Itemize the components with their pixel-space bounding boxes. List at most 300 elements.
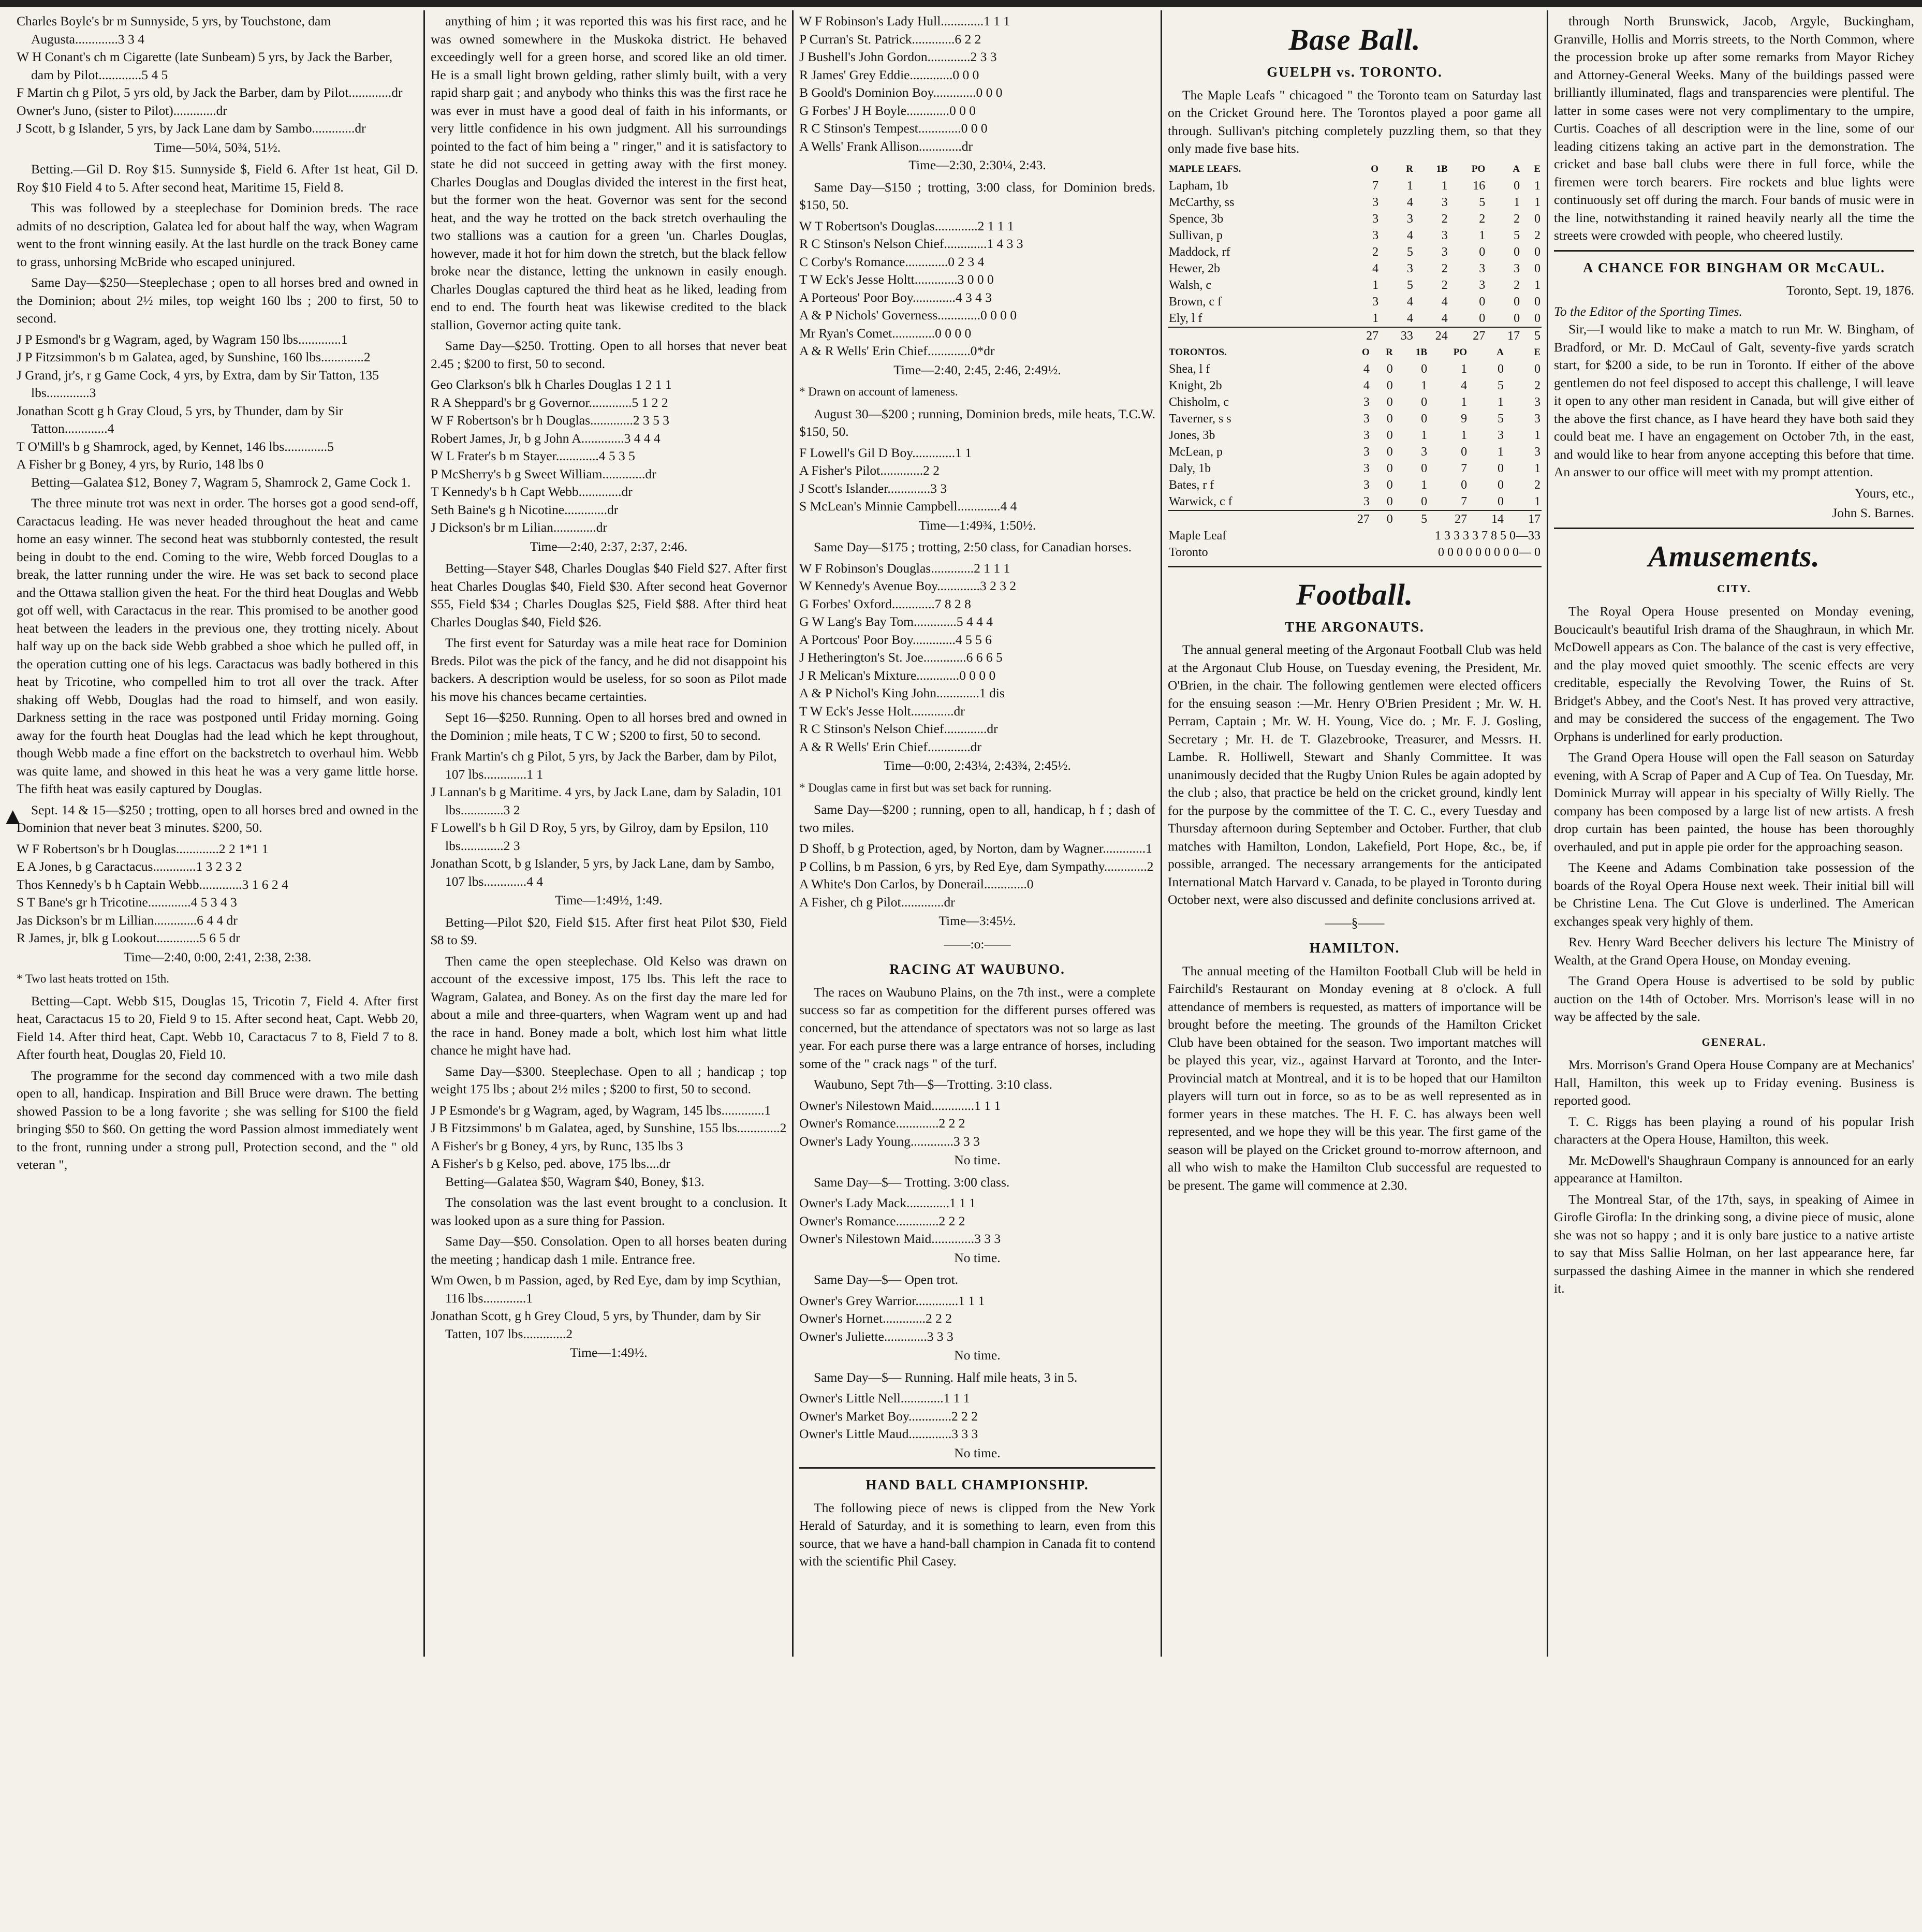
stat-cell: 1 bbox=[1534, 461, 1540, 475]
entry-list bbox=[431, 748, 787, 890]
race-conditions: Same Day—$— Running. Half mile heats, 3 in 5. bbox=[814, 1369, 1078, 1385]
race-entry: Owner's Market Boy.............2 2 2 bbox=[799, 1408, 978, 1424]
race-entry: R James, jr, blk g Lookout.............5 6 5 dr bbox=[17, 930, 240, 945]
stat-cell: 1 bbox=[1534, 179, 1540, 193]
stat-cell: 4 bbox=[1406, 311, 1413, 325]
letter-signature: John S. Barnes. bbox=[1832, 505, 1914, 520]
entry-list bbox=[799, 1389, 1155, 1443]
stat-cell: 1 bbox=[1421, 478, 1428, 492]
stat-cell: 0 bbox=[1534, 261, 1540, 275]
stat-cell: 5 bbox=[1406, 278, 1413, 292]
total-cell: 27 bbox=[1345, 327, 1380, 344]
race-conditions: Waubuno, Sept 7th—$—Trotting. 3:10 class. bbox=[814, 1077, 1052, 1092]
total-cell: 17 bbox=[1486, 327, 1521, 344]
stat-cell: 0 bbox=[1498, 461, 1504, 475]
entry-list bbox=[431, 1102, 787, 1173]
entry-list bbox=[799, 1097, 1155, 1151]
total-cell: 24 bbox=[1414, 327, 1449, 344]
race-entry: S T Bane's gr h Tricotine.............4 5 3 4 3 bbox=[17, 895, 237, 910]
article-paragraph: Rev. Henry Ward Beecher delivers his lecture The Ministry of Wealth, at the Grand Opera House, on Monday evening. bbox=[1554, 934, 1914, 968]
race-conditions: Same Day—$250. Trotting. Open to all horses that never beat 2.45 ; $200 to first, 50 to second. bbox=[431, 338, 787, 371]
stat-cell: 0 bbox=[1386, 378, 1393, 392]
section-heading-football: Football. bbox=[1296, 577, 1414, 611]
race-conditions: Same Day—$250—Steeplechase ; open to all horses bred and owned in the Dominion; about 2½ miles, top weight 160 lbs ; 200 to first, 50 to second. bbox=[17, 275, 418, 326]
total-cell: 27 bbox=[1334, 510, 1371, 528]
stat-cell: 1 bbox=[1534, 278, 1540, 292]
article-paragraph: The three minute trot was next in order. The horses got a good send-off, Caractacus leading. He was never headed throughout the heat and came home an easy winner. The second heat was stubbornly contested, the result being in doubt to the end. Coming to the wire, Webb forced Douglas to a break, the latter running under the wire. He was set back to second place and the Ottawa stallion given the heat. For the third heat Douglas and Webb got off well, with Caractacus in the rear. This promised to be another good heat between the leaders in the previous one, they trotting nicely. About half way up on the back side Webb grabbed a shoe which he pulled off, in the operation cutting one of his legs. Caractacus was badly bothered in this heat by Tricotine, who compelled him to trot all over the track. After shaking off Webb, Douglas had the road to himself, and won easily. Darkness setting in the race was postponed until Friday morning. Going away for the fourth heat Douglas had the lead which he kept throughout, though Webb made a fine effort on the backstretch to overhaul him. Webb was quite lame, and showed in this heat he was a very game little horse. The fifth heat was easily captured by Douglas. bbox=[17, 495, 418, 796]
total-cell: 27 bbox=[1428, 510, 1468, 528]
stat-cell: 3 bbox=[1534, 445, 1540, 459]
stat-cell: 0 bbox=[1479, 295, 1486, 309]
race-entry: W F Robertson's br h Douglas.............2 2 1*1 1 bbox=[17, 841, 269, 856]
race-entry: Owner's Grey Warrior.............1 1 1 bbox=[799, 1293, 985, 1308]
race-entry: Geo Clarkson's blk h Charles Douglas 1 2 1 1 bbox=[431, 377, 672, 392]
stat-cell: 1 bbox=[1534, 428, 1540, 442]
stat-cell: 2 bbox=[1514, 212, 1520, 226]
race-entry: J Lannan's b g Maritime. 4 yrs, by Jack Lane, dam by Saladin, 101 lbs.............3 2 bbox=[431, 784, 783, 817]
race-entry: A Fisher br g Boney, 4 yrs, by Rurio, 148 lbs 0 bbox=[17, 457, 264, 472]
stat-cell: 5 bbox=[1514, 228, 1520, 242]
article-paragraph: The first event for Saturday was a mile heat race for Dominion Breds. Pilot was the pick of the fancy, and he did not disappoint his backers. A description would be useless, for so soon as Pilot made his move his chances became certainties. bbox=[431, 635, 787, 704]
race-entry: A & R Wells' Erin Chief.............dr bbox=[799, 739, 981, 754]
table-row bbox=[1168, 394, 1542, 411]
player-name: Walsh, c bbox=[1169, 278, 1212, 292]
race-entry: W T Robertson's Douglas.............2 1 1 1 bbox=[799, 218, 1014, 233]
race-entry: W F Robinson's Lady Hull.............1 1 1 bbox=[799, 13, 1010, 28]
player-name: Jones, 3b bbox=[1169, 428, 1215, 442]
section-heading-waubuno: RACING AT WAUBUNO. bbox=[889, 961, 1065, 977]
stat-cell: 0 bbox=[1534, 311, 1540, 325]
article-paragraph: The Maple Leafs " chicagoed " the Toronto team on Saturday last on the Cricket Ground here. The Torontos played a poor game all through. Sullivan's pitching completely puzzling them, so that they only made five base hits. bbox=[1168, 87, 1542, 156]
race-entry: P Curran's St. Patrick.............6 2 2 bbox=[799, 31, 981, 47]
race-entry: D Shoff, b g Protection, aged, by Norton, dam by Wagner.............1 bbox=[799, 841, 1152, 856]
stat-cell: 4 bbox=[1372, 261, 1379, 275]
stat-cell: 0 bbox=[1498, 494, 1504, 508]
stat-cell: 1 bbox=[1372, 311, 1379, 325]
player-name: McLean, p bbox=[1169, 445, 1223, 459]
stat-cell: 0 bbox=[1386, 445, 1393, 459]
race-entry: A & R Wells' Erin Chief.............0*dr bbox=[799, 343, 995, 358]
table-row bbox=[1168, 211, 1542, 227]
stat-cell: 0 bbox=[1421, 461, 1428, 475]
race-time: Time—1:49½, 1:49. bbox=[555, 892, 663, 908]
stat-cell: 0 bbox=[1421, 395, 1428, 409]
stat-cell: 3 bbox=[1372, 295, 1379, 309]
entry-list bbox=[799, 1292, 1155, 1346]
race-entry: R C Stinson's Nelson Chief.............dr bbox=[799, 721, 998, 736]
table-row bbox=[1168, 227, 1542, 244]
total-cell: 27 bbox=[1449, 327, 1487, 344]
article-paragraph: Mrs. Morrison's Grand Opera House Company are at Mechanics' Hall, Hamilton, this week up to Friday evening. Business is reported good. bbox=[1554, 1057, 1914, 1108]
stat-cell: 0 bbox=[1514, 295, 1520, 309]
stat-cell: 3 bbox=[1372, 228, 1379, 242]
table-row bbox=[1168, 493, 1542, 510]
table-header-row bbox=[1168, 344, 1542, 361]
player-name: Taverner, s s bbox=[1169, 412, 1231, 426]
stat-cell: 4 bbox=[1363, 362, 1370, 376]
player-name: Daly, 1b bbox=[1169, 461, 1211, 475]
total-label bbox=[1168, 327, 1345, 344]
stat-cell: 0 bbox=[1498, 478, 1504, 492]
race-entry: P Collins, b m Passion, 6 yrs, by Red Eye, dam Sympathy.............2 bbox=[799, 858, 1154, 874]
stat-cell: 4 bbox=[1406, 295, 1413, 309]
section-heading-handball: HAND BALL CHAMPIONSHIP. bbox=[865, 1477, 1089, 1492]
race-time: Time—2:40, 2:45, 2:46, 2:49½. bbox=[893, 362, 1061, 377]
article-paragraph: The Grand Opera House will open the Fall season on Saturday evening, with A Scrap of Paper and A Cup of Tea. On Tuesday, Mr. Dominick Murray will appear in his specialty of Willy Rielly. The company has been composed by a large list of new artists. A fresh drop curtain has been painted, the house has been thoroughly overhauled, and put in apple pie order for the approaching season. bbox=[1554, 750, 1914, 854]
stat-cell: 7 bbox=[1461, 461, 1468, 475]
player-name: Shea, l f bbox=[1169, 362, 1210, 376]
stat-cell: 3 bbox=[1372, 212, 1379, 226]
dateline: Toronto, Sept. 19, 1876. bbox=[1786, 283, 1914, 298]
stat-cell: 2 bbox=[1534, 378, 1540, 392]
race-entry: W H Conant's ch m Cigarette (late Sunbeam) 5 yrs, by Jack the Barber, dam by Pilot.............5 4 5 bbox=[17, 49, 393, 82]
article-heading-hamilton: HAMILTON. bbox=[1309, 940, 1400, 956]
race-entry: Owner's Lady Mack.............1 1 1 bbox=[799, 1195, 976, 1210]
race-entry: F Martin ch g Pilot, 5 yrs old, by Jack the Barber, dam by Pilot.............dr bbox=[17, 85, 403, 100]
section-heading-amusements: Amusements. bbox=[1648, 539, 1820, 573]
race-time: Time—2:40, 2:37, 2:37, 2:46. bbox=[530, 538, 688, 554]
stat-cell: 0 bbox=[1498, 362, 1504, 376]
column-base-ball-football bbox=[1162, 10, 1548, 1682]
section-separator: ——§—— bbox=[1325, 915, 1385, 930]
stat-cell: 3 bbox=[1498, 428, 1504, 442]
race-conditions: Same Day—$— Open trot. bbox=[814, 1272, 959, 1287]
stat-cell: 0 bbox=[1461, 478, 1468, 492]
table-header-cell: E bbox=[1534, 163, 1540, 174]
article-paragraph: The races on Waubuno Plains, on the 7th inst., were a complete success so far as competition for the different purses offered was concerned, but the attendance of spectators was not so large as last year. For each purse there was a large entrance of horses, including some of the " crack nags " of the turf. bbox=[799, 984, 1155, 1071]
stat-cell: 0 bbox=[1386, 395, 1393, 409]
stat-cell: 0 bbox=[1461, 445, 1468, 459]
race-entry: Robert James, Jr, b g John A.............3 4 4 4 bbox=[431, 430, 661, 446]
stat-cell: 1 bbox=[1461, 362, 1468, 376]
article-paragraph: The Montreal Star, of the 17th, says, in speaking of Aimee in Girofle Girofla: In the drinking song, a divine piece of music, alone she was not so happy ; and it is only bare justice to a native artiste to say that Miss Sallie Holman, on her last appearance here, far surpassed the dashing Aimee in the manner in which she rendered it. bbox=[1554, 1191, 1914, 1296]
letter-closing: Yours, etc., bbox=[1855, 485, 1914, 501]
race-entry: J Scott, b g Islander, 5 yrs, by Jack Lane dam by Sambo.............dr bbox=[17, 121, 366, 136]
stat-cell: 3 bbox=[1479, 261, 1486, 275]
box-score-maple-leafs bbox=[1168, 161, 1542, 344]
betting-paragraph: Betting—Stayer $48, Charles Douglas $40 Field $27. After first heat Charles Douglas $40, Field $30. After second heat Governor $55, Field $34 ; Charles Douglas $25, Field $88. After third heat Charles Douglas $40, Field $26. bbox=[431, 561, 787, 630]
race-entry: T W Eck's Jesse Holtt.............3 0 0 0 bbox=[799, 272, 994, 287]
total-cell: 33 bbox=[1380, 327, 1414, 344]
article-paragraph: The Royal Opera House presented on Monday evening, Boucicault's beautiful Irish drama of the Shaughraun, in which Mr. McDowell appears as Con. The balance of the cast is very effective, and the play moved quiet smoothly. The scenic effects are very creditable, especially the Revolving Tower, the Ruins of St. Bridget's Abbey, and the Coot's Nest. It has proved very attractive, and may be considered the success of the engagement. The Two Orphans is underlined for early production. bbox=[1554, 604, 1914, 744]
race-entry: W F Robinson's Douglas.............2 1 1 1 bbox=[799, 560, 1010, 576]
table-row bbox=[1168, 178, 1542, 194]
letter-body: Sir,—I would like to make a match to run Mr. W. Bingham, of Bradford, or Mr. D. McCaul of Galt, seventy-five yards scratch start, for $200 a side, to be run in Toronto. If either of the above gentlemen do not feel disposed to accept this challenge, I will leave it open to any other man resident in Canada, but will give either of the above the first chance, as I have heard they have both said they could beat me. I have an engagement on October 7th, in the east, and would like to hear from anyone accepting this before that time. An answer to our office will meet with my prompt attention. bbox=[1554, 321, 1914, 479]
race-entry: E A Jones, b g Caractacus.............1 3 2 3 2 bbox=[17, 859, 242, 874]
divider bbox=[1554, 250, 1914, 252]
stat-cell: 4 bbox=[1406, 228, 1413, 242]
stat-cell: 2 bbox=[1441, 261, 1448, 275]
race-entry: Seth Baine's g h Nicotine.............dr bbox=[431, 502, 619, 517]
race-entry: J Dickson's br m Lilian.............dr bbox=[431, 520, 608, 535]
race-entry: Owner's Juliette.............3 3 3 bbox=[799, 1328, 953, 1344]
race-entry: Owner's Little Nell.............1 1 1 bbox=[799, 1391, 970, 1406]
race-entry: Mr Ryan's Comet.............0 0 0 0 bbox=[799, 325, 972, 341]
stat-cell: 0 bbox=[1534, 362, 1540, 376]
race-entry: R A Sheppard's br g Governor.............5 1 2 2 bbox=[431, 394, 668, 410]
race-conditions: August 30—$200 ; running, Dominion breds, mile heats, T.C.W. $150, 50. bbox=[799, 406, 1155, 439]
entry-list bbox=[799, 217, 1155, 360]
betting-paragraph: Betting.—Gil D. Roy $15. Sunnyside $, Field 6. After 1st heat, Gil D. Roy $10 Field 4 to 5. After second heat, Maritime 15, Field 8. bbox=[17, 162, 418, 195]
race-entry: J B Fitzsimmons' b m Galatea, aged, by Sunshine, 155 lbs.............2 bbox=[431, 1120, 787, 1135]
entry-list bbox=[17, 12, 418, 138]
race-conditions: Same Day—$300. Steeplechase. Open to all ; handicap ; top weight 175 lbs ; about 2½ miles ; $200 to first, 50 to second. bbox=[431, 1063, 787, 1096]
table-header-cell: TORONTOS. bbox=[1169, 346, 1227, 358]
player-name: Hewer, 2b bbox=[1169, 261, 1220, 275]
race-entry: A Fisher's Pilot.............2 2 bbox=[799, 463, 940, 478]
player-name: Knight, 2b bbox=[1169, 378, 1222, 392]
stat-cell: 1 bbox=[1461, 428, 1468, 442]
race-entry: J P Esmonde's br g Wagram, aged, by Wagram, 145 lbs.............1 bbox=[431, 1102, 771, 1118]
entry-list bbox=[17, 840, 418, 947]
table-row bbox=[1168, 477, 1542, 493]
race-entry: A Fisher's br g Boney, 4 yrs, by Runc, 135 lbs 3 bbox=[431, 1138, 683, 1153]
player-name: Chisholm, c bbox=[1169, 395, 1229, 409]
divider bbox=[799, 1467, 1155, 1469]
race-entry: Jonathan Scott, b g Islander, 5 yrs, by Jack Lane, dam by Sambo, 107 lbs.............4 4 bbox=[431, 856, 774, 889]
table-header-cell: MAPLE LEAFS. bbox=[1169, 163, 1241, 174]
player-name: Spence, 3b bbox=[1169, 212, 1224, 226]
race-entry: Owner's Little Maud.............3 3 3 bbox=[799, 1426, 978, 1441]
divider bbox=[1554, 528, 1914, 529]
stat-cell: 16 bbox=[1473, 179, 1486, 193]
table-row bbox=[1168, 528, 1542, 544]
ink-blot-mark: ▲ bbox=[1, 803, 25, 829]
table-row bbox=[1168, 411, 1542, 427]
total-cell: 17 bbox=[1505, 510, 1542, 528]
race-entry: J Bushell's John Gordon.............2 3 3 bbox=[799, 49, 997, 64]
stat-cell: 0 bbox=[1514, 245, 1520, 259]
race-entry: W F Robertson's br h Douglas.............2 3 5 3 bbox=[431, 413, 669, 428]
race-entry: Owner's Hornet.............2 2 2 bbox=[799, 1311, 952, 1326]
stat-cell: 0 bbox=[1421, 362, 1428, 376]
entry-list bbox=[17, 331, 418, 474]
stat-cell: 2 bbox=[1441, 212, 1448, 226]
stat-cell: 0 bbox=[1421, 412, 1428, 426]
race-conditions: Sept. 14 & 15—$250 ; trotting, open to all horses bred and owned in the Dominion that never beat 3 minutes. $200, 50. bbox=[17, 802, 418, 835]
footnote: * Drawn on account of lameness. bbox=[799, 385, 958, 398]
box-score-torontos bbox=[1168, 344, 1542, 528]
stat-cell: 0 bbox=[1386, 412, 1393, 426]
stat-cell: 3 bbox=[1406, 261, 1413, 275]
race-time: No time. bbox=[954, 1445, 1001, 1460]
stat-cell: 1 bbox=[1441, 179, 1448, 193]
race-entry: Frank Martin's ch g Pilot, 5 yrs, by Jack the Barber, dam by Pilot, 107 lbs.............1 1 bbox=[431, 749, 777, 782]
table-header-cell: A bbox=[1496, 346, 1504, 358]
stat-cell: 0 bbox=[1386, 478, 1393, 492]
table-row bbox=[1168, 377, 1542, 394]
race-entry: R C Stinson's Tempest.............0 0 0 bbox=[799, 121, 988, 136]
total-cell: 0 bbox=[1371, 510, 1394, 528]
column-letters-amusements bbox=[1548, 10, 1920, 1682]
stat-cell: 7 bbox=[1461, 494, 1468, 508]
table-row bbox=[1168, 194, 1542, 211]
stat-cell: 0 bbox=[1514, 311, 1520, 325]
race-entry: J R Melican's Mixture.............0 0 0 0 bbox=[799, 667, 996, 683]
stat-cell: 4 bbox=[1461, 378, 1468, 392]
stat-cell: 1 bbox=[1498, 445, 1504, 459]
article-paragraph: The consolation was the last event brought to a conclusion. It was looked upon as a sure thing for Passion. bbox=[431, 1195, 787, 1228]
stat-cell: 4 bbox=[1441, 311, 1448, 325]
race-entry: Owner's Lady Young.............3 3 3 bbox=[799, 1133, 980, 1149]
table-row bbox=[1168, 310, 1542, 327]
innings-score: 0 0 0 0 0 0 0 0 0— 0 bbox=[1438, 545, 1540, 559]
betting-paragraph: Betting—Capt. Webb $15, Douglas 15, Tricotin 7, Field 4. After first heat, Caractacus 15 to 20, Field 9 to 15. After second heat, Capt. Webb 20, Field 14. After third heat, Capt. Webb 10, Caractacus 7 to 8, Field 7 to 8. After fourth heat, Douglas 20, Field 10. bbox=[17, 993, 418, 1062]
race-time: No time. bbox=[954, 1348, 1001, 1363]
race-entry: J Scott's Islander.............3 3 bbox=[799, 480, 947, 496]
stat-cell: 3 bbox=[1479, 278, 1486, 292]
player-name: McCarthy, ss bbox=[1169, 195, 1235, 209]
player-name: Sullivan, p bbox=[1169, 228, 1223, 242]
race-entry: Owner's Romance.............2 2 2 bbox=[799, 1213, 965, 1228]
article-paragraph: The Grand Opera House is advertised to be sold by public auction on the 14th of October. Mrs. Morrison's lease will in no way be affected by the sale. bbox=[1554, 973, 1914, 1024]
stat-cell: 2 bbox=[1479, 212, 1486, 226]
letter-salutation: To the Editor of the Sporting Times. bbox=[1554, 303, 1742, 319]
race-entry: A Porteous' Poor Boy.............4 3 4 3 bbox=[799, 289, 992, 305]
article-paragraph: The following piece of news is clipped from the New York Herald of Saturday, and it is something to learn, even from this source, that we have a hand-ball champion in Canada fit to contend with the scientific Phil Casey. bbox=[799, 1500, 1155, 1569]
betting-paragraph: Betting—Galatea $50, Wagram $40, Boney, $13. bbox=[445, 1174, 705, 1189]
entry-list bbox=[799, 840, 1155, 911]
player-name: Brown, c f bbox=[1169, 295, 1222, 309]
footnote: * Two last heats trotted on 15th. bbox=[17, 972, 170, 985]
betting-paragraph: Betting—Pilot $20, Field $15. After first heat Pilot $30, Field $8 to $9. bbox=[431, 914, 787, 947]
race-entry: A Wells' Frank Allison.............dr bbox=[799, 138, 973, 154]
race-entry: Owner's Nilestown Maid.............3 3 3 bbox=[799, 1231, 1001, 1246]
stat-cell: 5 bbox=[1479, 195, 1486, 209]
table-header-cell: O bbox=[1362, 346, 1370, 358]
stat-cell: 3 bbox=[1363, 494, 1370, 508]
stat-cell: 3 bbox=[1363, 428, 1370, 442]
race-entry: J Grand, jr's, r g Game Cock, 4 yrs, by Extra, dam by Sir Tatton, 135 lbs.............3 bbox=[17, 367, 379, 400]
player-name: Warwick, c f bbox=[1169, 494, 1233, 508]
race-entry: A & P Nichols' Governess.............0 0 0 0 bbox=[799, 308, 1017, 323]
race-entry: T O'Mill's b g Shamrock, aged, by Kennet, 146 lbs.............5 bbox=[17, 438, 334, 454]
article-heading-guelph-toronto: GUELPH vs. TORONTO. bbox=[1267, 64, 1443, 80]
race-entry: A Portcous' Poor Boy.............4 5 5 6 bbox=[799, 632, 992, 647]
table-header-cell: PO bbox=[1471, 163, 1486, 174]
stat-cell: 0 bbox=[1479, 245, 1486, 259]
race-entry: J Hetherington's St. Joe.............6 6 6 5 bbox=[799, 650, 1003, 665]
stat-cell: 4 bbox=[1441, 295, 1448, 309]
race-entry: G W Lang's Bay Tom.............5 4 4 4 bbox=[799, 614, 993, 629]
stat-cell: 0 bbox=[1479, 311, 1486, 325]
player-name: Lapham, 1b bbox=[1169, 179, 1228, 193]
stat-cell: 0 bbox=[1386, 428, 1393, 442]
race-entry: A Fisher, ch g Pilot.............dr bbox=[799, 894, 955, 910]
column-racing-results bbox=[10, 10, 424, 1682]
race-entry: Owner's Juno, (sister to Pilot).............dr bbox=[17, 103, 227, 118]
total-cell: 14 bbox=[1468, 510, 1505, 528]
stat-cell: 4 bbox=[1406, 195, 1413, 209]
stat-cell: 1 bbox=[1406, 179, 1413, 193]
divider bbox=[1168, 566, 1542, 567]
player-name: Ely, l f bbox=[1169, 311, 1202, 325]
stat-cell: 0 bbox=[1386, 494, 1393, 508]
stat-cell: 0 bbox=[1534, 245, 1540, 259]
total-label bbox=[1168, 510, 1334, 528]
race-entry: G Forbes' Oxford.............7 8 2 8 bbox=[799, 596, 971, 611]
race-entry: Thos Kennedy's b h Captain Webb.............3 1 6 2 4 bbox=[17, 876, 288, 892]
table-header-cell: O bbox=[1371, 163, 1379, 174]
entry-list bbox=[431, 1271, 787, 1343]
entry-list bbox=[799, 1194, 1155, 1248]
race-entry: W Kennedy's Avenue Boy.............3 2 3 2 bbox=[799, 578, 1017, 593]
stat-cell: 2 bbox=[1514, 278, 1520, 292]
stat-cell: 0 bbox=[1534, 212, 1540, 226]
race-entry: A White's Don Carlos, by Donerail.............0 bbox=[799, 876, 1034, 891]
stat-cell: 3 bbox=[1441, 228, 1448, 242]
race-conditions: Same Day—$200 ; running, open to all, handicap, h f ; dash of two miles. bbox=[799, 802, 1155, 835]
table-header-cell: R bbox=[1386, 346, 1393, 358]
table-row bbox=[1168, 277, 1542, 294]
stat-cell: 3 bbox=[1363, 461, 1370, 475]
race-time: Time—3:45½. bbox=[938, 913, 1016, 928]
table-total-row bbox=[1168, 327, 1542, 344]
stat-cell: 1 bbox=[1514, 195, 1520, 209]
race-time: Time—1:49¾, 1:50½. bbox=[918, 517, 1036, 533]
total-cell: 5 bbox=[1521, 327, 1542, 344]
race-entry: F Lowell's b h Gil D Roy, 5 yrs, by Gilroy, dam by Epsilon, 110 lbs.............2 3 bbox=[431, 820, 768, 853]
table-row bbox=[1168, 544, 1542, 561]
stat-cell: 2 bbox=[1441, 278, 1448, 292]
innings-line bbox=[1168, 528, 1542, 561]
column-racing-summaries bbox=[793, 10, 1162, 1682]
player-name: Maddock, rf bbox=[1169, 245, 1230, 259]
race-entry: A & P Nichol's King John.............1 dis bbox=[799, 685, 1005, 700]
article-paragraph: through North Brunswick, Jacob, Argyle, Buckingham, Granville, Hollis and Morris streets, to the North Common, where the procession broke up after some remarks from Mayor Richey and Attorney-General Weeks. Many of the buildings passed were brilliantly illuminated, flags and transparencies were plentiful. The latter in some cases were not very complimentary to the umpire, Curtis. Coaches of all description were in the line, some of our leading citizens taking an active part in the demonstration. The cricket and base ball clubs were there in full force, while the firemen were torch bearers. Fire rockets and blue lights were continuously set off during the march. Four bands of music were in the line, notwithstanding it rained heavily nearly all the time the streets were crowded with people, who cheered lustily. bbox=[1554, 13, 1914, 243]
table-row bbox=[1168, 361, 1542, 377]
subheading-general: GENERAL. bbox=[1701, 1035, 1767, 1048]
race-entry: Wm Owen, b m Passion, aged, by Red Eye, dam by imp Scythian, 116 lbs.............1 bbox=[431, 1272, 781, 1306]
race-entry: Jonathan Scott g h Gray Cloud, 5 yrs, by Thunder, dam by Sir Tatton.............4 bbox=[17, 403, 343, 436]
race-entry: S McLean's Minnie Campbell.............4 4 bbox=[799, 499, 1017, 514]
stat-cell: 1 bbox=[1479, 228, 1486, 242]
article-paragraph: The Keene and Adams Combination take possession of the boards of the Royal Opera House next week. Their initial bill will be Christine Lena. The Cut Glove is underlined. The American exchanges speak very highly of them. bbox=[1554, 860, 1914, 929]
stat-cell: 3 bbox=[1363, 412, 1370, 426]
stat-cell: 5 bbox=[1498, 378, 1504, 392]
table-header-cell: R bbox=[1406, 163, 1413, 174]
total-cell: 5 bbox=[1394, 510, 1428, 528]
table-row bbox=[1168, 444, 1542, 460]
article-paragraph: T. C. Riggs has been playing a round of his popular Irish characters at the Opera House, Hamilton, this week. bbox=[1554, 1114, 1914, 1147]
entry-list bbox=[799, 12, 1155, 155]
race-entry: T W Eck's Jesse Holt.............dr bbox=[799, 703, 965, 719]
stat-cell: 3 bbox=[1363, 395, 1370, 409]
race-time: No time. bbox=[954, 1250, 1001, 1265]
stat-cell: 1 bbox=[1421, 428, 1428, 442]
stat-cell: 3 bbox=[1441, 245, 1448, 259]
race-conditions: Same Day—$— Trotting. 3:00 class. bbox=[814, 1174, 1010, 1190]
stat-cell: 1 bbox=[1461, 395, 1468, 409]
table-header-cell: PO bbox=[1453, 346, 1468, 358]
stat-cell: 3 bbox=[1534, 395, 1540, 409]
table-total-row bbox=[1168, 510, 1542, 528]
article-paragraph: The programme for the second day commenced with a two mile dash open to all, handicap. Inspiration and Bill Bruce were drawn. The betting showed Passion to be a long favorite ; she was selling for $100 the field bringing $50 to $60. On getting the word Passion almost immediately went to the front, running under a strong pull, Protection second, and the " old veteran ", bbox=[17, 1067, 418, 1172]
race-time: Time—1:49½. bbox=[570, 1345, 648, 1360]
race-entry: Jas Dickson's br m Lillian.............6 4 4 dr bbox=[17, 912, 238, 928]
race-conditions: Sept 16—$250. Running. Open to all horses bred and owned in the Dominion ; mile heats, T C W ; $200 to first, 50 to second. bbox=[431, 710, 787, 743]
race-entry: Owner's Nilestown Maid.............1 1 1 bbox=[799, 1097, 1001, 1113]
entry-list bbox=[799, 560, 1155, 756]
stat-cell: 5 bbox=[1498, 412, 1504, 426]
subheading-city: CITY. bbox=[1717, 582, 1751, 595]
stat-cell: 3 bbox=[1363, 445, 1370, 459]
innings-score: 1 3 3 3 3 7 8 5 0—33 bbox=[1435, 529, 1540, 543]
stat-cell: 0 bbox=[1386, 461, 1393, 475]
race-time: Time—2:30, 2:30¼, 2:43. bbox=[908, 157, 1046, 172]
race-entry: Jonathan Scott, g h Grey Cloud, 5 yrs, by Thunder, dam by Sir Tatten, 107 lbs.............2 bbox=[431, 1308, 761, 1341]
table-header-cell: A bbox=[1513, 163, 1520, 174]
